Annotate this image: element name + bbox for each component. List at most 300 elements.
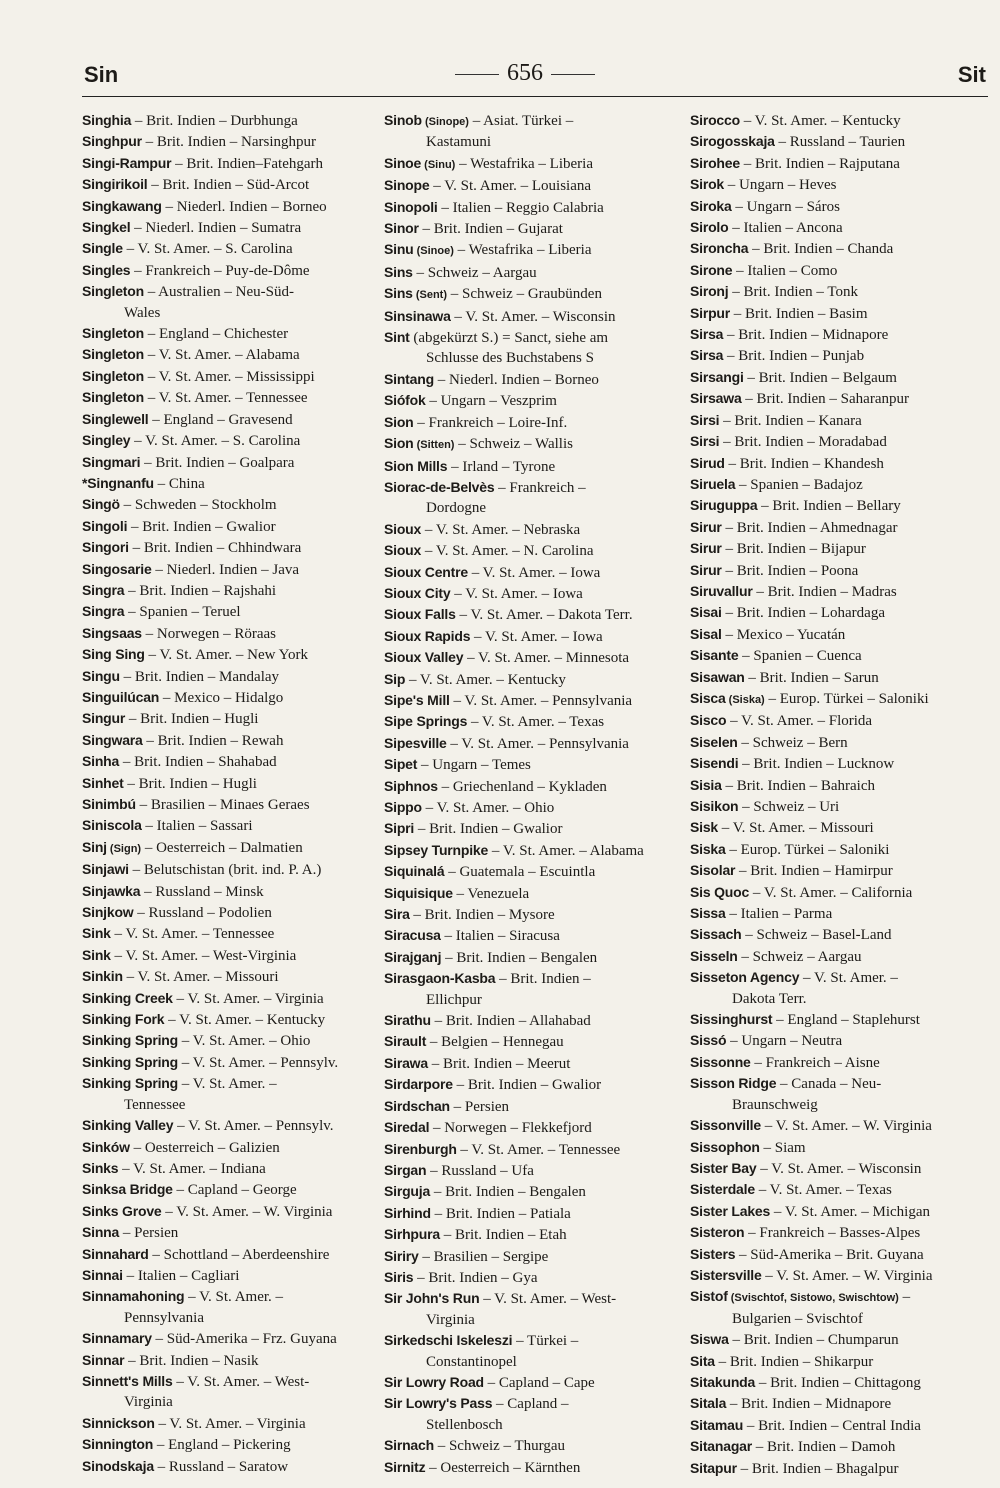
gazetteer-entry: [384, 239, 680, 261]
place-name: Sinkin: [82, 968, 123, 985]
place-location: – Brit. Indien – Chhindwara: [128, 540, 302, 557]
gazetteer-entry: [82, 1073, 372, 1115]
gazetteer-entry: [82, 409, 372, 430]
place-location: – Brit. Indien –: [495, 971, 591, 988]
place-name: Sissinghurst: [690, 1011, 773, 1028]
place-location: – Brit. Indien – Lohardaga: [721, 605, 885, 622]
place-location: – Türkei –: [512, 1333, 579, 1350]
place-location: – Schweiz – Wallis: [454, 436, 573, 453]
place-name: Sir Lowry Road: [384, 1373, 484, 1390]
place-location: – V. St. Amer. – Virginia: [172, 990, 324, 1007]
location-continuation: Constantinopel: [426, 1353, 517, 1370]
place-name: Sipesville: [384, 734, 447, 751]
place-name: Siruguppa: [690, 497, 758, 514]
gazetteer-entry: [384, 1435, 680, 1456]
place-location: – Ungarn – Veszprim: [425, 393, 557, 410]
place-location: – Niederl. Indien – Borneo: [433, 371, 599, 388]
gazetteer-entry: [82, 281, 372, 323]
place-location: – V. St. Amer. – Ohio: [177, 1033, 311, 1050]
place-location: – Schweden – Stockholm: [119, 497, 277, 514]
place-location: – Oesterreich – Galizien: [129, 1139, 280, 1156]
place-location: – Brit. Indien – Belgaum: [743, 369, 897, 386]
gazetteer-entry: [82, 473, 372, 494]
place-location: – Mexico – Yucatán: [721, 626, 846, 643]
place-name: Siorac-de-Belvès: [384, 478, 495, 495]
running-head-left: Sin: [84, 62, 119, 87]
gazetteer-entry: [82, 430, 372, 451]
alternate-name: (Svischtof, Sistowo, Swischtow): [727, 1292, 899, 1305]
place-location: – Capland – George: [172, 1182, 297, 1199]
place-name: Sisseln: [690, 947, 738, 964]
place-location: – Brit. Indien – Patiala: [430, 1205, 571, 1222]
place-location: – Brit. Indien – Rewah: [142, 732, 284, 749]
gazetteer-entry: [690, 367, 990, 388]
gazetteer-entry: [690, 753, 990, 774]
place-name: Sitakunda: [690, 1373, 756, 1390]
place-location: – England – Gravesend: [148, 411, 293, 428]
gazetteer-entry: [82, 1350, 372, 1371]
gazetteer-entry: [384, 1074, 680, 1095]
place-location: – Brit. Indien – Chittagong: [755, 1374, 921, 1391]
gazetteer-entry: [82, 1413, 372, 1434]
gazetteer-entry: [384, 904, 680, 925]
place-name: Sipe's Mill: [384, 691, 450, 708]
gazetteer-entry: [384, 690, 680, 711]
place-name: Sirsi: [690, 433, 720, 450]
place-name: Sinksa Bridge: [82, 1181, 173, 1198]
gazetteer-entry: [690, 860, 990, 881]
place-location: – Persien: [449, 1098, 510, 1115]
gazetteer-entry: [384, 626, 680, 647]
place-name: Siniscola: [82, 817, 142, 834]
gazetteer-entry: [690, 1030, 990, 1051]
place-name: Sisseton Agency: [690, 969, 800, 986]
place-name: Sinor: [384, 220, 419, 237]
place-name: Sissó: [690, 1032, 727, 1049]
gazetteer-entry: [690, 1201, 990, 1222]
gazetteer-entry: [690, 281, 990, 302]
place-name: Sirhpura: [384, 1226, 440, 1243]
place-location: – Canada – Neu-: [776, 1076, 882, 1093]
gazetteer-entry: [82, 1052, 372, 1073]
place-location: – V. St. Amer. – Tennessee: [110, 926, 275, 943]
place-location: – England – Staplehurst: [772, 1012, 920, 1029]
place-location: – Brit. Indien – Damoh: [752, 1439, 896, 1456]
place-name: Sirawa: [384, 1054, 428, 1071]
place-location: – V. St. Amer. – Missouri: [718, 820, 874, 837]
place-name: Sint: [384, 329, 410, 346]
gazetteer-entry: [384, 1031, 680, 1052]
place-name: Sion: [384, 413, 414, 430]
place-location: – V. St. Amer. – Pennsylvania: [449, 692, 633, 709]
place-location: – Brit. Indien – Bahraich: [721, 777, 875, 794]
place-name: Siquinalá: [384, 863, 445, 880]
gazetteer-entry: [690, 624, 990, 645]
place-name: Singlewell: [82, 410, 149, 427]
gazetteer-entry: [82, 131, 372, 152]
place-name: Singwara: [82, 731, 143, 748]
gazetteer-entry: [690, 1137, 990, 1158]
gazetteer-entry: [690, 775, 990, 796]
place-location: – Spanien – Badajoz: [735, 476, 863, 493]
gazetteer-entry: [82, 623, 372, 644]
gazetteer-entry: [384, 1181, 680, 1202]
place-name: Sironj: [690, 283, 729, 300]
location-continuation: Tennessee: [124, 1096, 186, 1113]
gazetteer-entry: [384, 1117, 680, 1138]
place-name: Sinoe: [384, 154, 422, 171]
place-location: – Brit. Indien – Hamirpur: [735, 863, 893, 880]
gazetteer-entry: [384, 327, 680, 369]
gazetteer-entry: [690, 1115, 990, 1136]
place-location: – Capland –: [492, 1396, 569, 1413]
place-name: Sistersville: [690, 1266, 762, 1283]
place-name: Sironcha: [690, 240, 749, 257]
place-name: Sisawan: [690, 668, 745, 685]
place-name: Singles: [82, 261, 131, 278]
place-name: Sisikon: [690, 798, 739, 814]
gazetteer-entry: [690, 903, 990, 924]
place-name: Sirur: [690, 561, 722, 578]
gazetteer-entry: [82, 902, 372, 923]
place-location: – V. St. Amer. – Indiana: [118, 1160, 266, 1177]
place-location: – V. St. Amer. – Wisconsin: [756, 1160, 922, 1177]
place-name: Sirhind: [384, 1204, 431, 1221]
place-name: Singkawang: [82, 197, 162, 214]
gazetteer-entry: [690, 1351, 990, 1372]
place-name: Sion Mills: [384, 457, 448, 474]
gazetteer-entry: [690, 410, 990, 431]
gazetteer-entry: [82, 730, 372, 751]
place-location: – V. St. Amer. – Texas: [754, 1182, 892, 1199]
place-name: Sisteron: [690, 1224, 745, 1241]
place-location: – V. St. Amer. – Alabama: [488, 842, 644, 859]
gazetteer-entry: [690, 324, 990, 345]
place-name: Sisante: [690, 647, 739, 664]
place-location: – V. St. Amer. – Nebraska: [421, 521, 581, 538]
place-location: – Belgien – Hennegau: [426, 1034, 564, 1051]
place-location: – Süd-Amerika – Frz. Guyana: [151, 1331, 337, 1348]
place-location: – Niederl. Indien – Java: [151, 561, 300, 578]
gazetteer-entry: [82, 751, 372, 772]
place-location: – England – Pickering: [153, 1437, 291, 1454]
place-location: – Brit. Indien – Rajshahi: [124, 582, 277, 599]
gazetteer-entry: [690, 153, 990, 174]
place-name: Singhia: [82, 112, 132, 128]
gazetteer-entry: [384, 519, 680, 540]
location-continuation: Virginia: [124, 1394, 173, 1411]
place-location: – Schottland – Aberdeenshire: [148, 1246, 330, 1263]
place-location: – V. St. Amer. – Wisconsin: [450, 308, 616, 325]
place-location: – Brit. Indien – Nasik: [124, 1352, 259, 1369]
place-name: Sioux Valley: [384, 649, 464, 666]
gazetteer-entry: [384, 883, 680, 904]
gazetteer-entry: [690, 110, 990, 131]
place-location: – V. St. Amer. – Florida: [726, 713, 873, 730]
place-name: Singoli: [82, 517, 128, 534]
place-name: Singosarie: [82, 560, 152, 577]
place-name: Sir John's Run: [384, 1290, 480, 1307]
place-location: – Schweiz – Aargau: [412, 264, 537, 281]
place-location: – Brit. Indien – Narsinghpur: [141, 134, 316, 151]
place-name: Singur: [82, 710, 126, 727]
place-name: Sirud: [690, 454, 725, 471]
gazetteer-entry: [82, 494, 372, 515]
gazetteer-entry: [82, 153, 372, 174]
gazetteer-entry: [82, 238, 372, 259]
gazetteer-entry: [82, 1179, 372, 1200]
location-continuation: Bulgarien – Svischtof: [732, 1310, 863, 1327]
place-location: – Norwegen – Flekkefjord: [429, 1120, 592, 1137]
place-name: Sins: [384, 285, 413, 302]
gazetteer-entry: [690, 1286, 990, 1329]
place-location: – Schweiz – Thurgau: [433, 1438, 566, 1455]
place-name: Sinjawi: [82, 861, 129, 878]
place-name: Sippo: [384, 799, 422, 815]
page-number: 656: [507, 60, 543, 86]
gazetteer-entry: [384, 1160, 680, 1181]
place-location: – Brit. Indien – Gya: [413, 1269, 538, 1286]
place-location: – Russland – Saratow: [153, 1458, 289, 1475]
place-name: Sinks: [82, 1159, 119, 1176]
gazetteer-entry: [384, 1288, 680, 1330]
gazetteer-entry: [384, 175, 680, 196]
place-location: – Ungarn – Neutra: [726, 1033, 843, 1050]
gazetteer-entry: [82, 794, 372, 815]
alternate-name: (Sinoe): [413, 245, 454, 258]
gazetteer-column-3: [690, 110, 990, 1479]
gazetteer-entry: [690, 217, 990, 238]
place-name: Sirsawa: [690, 390, 742, 407]
gazetteer-entry: [82, 687, 372, 708]
gazetteer-entry: [690, 260, 990, 281]
gazetteer-entry: [82, 516, 372, 537]
location-continuation: Dakota Terr.: [732, 990, 807, 1007]
place-location: – V. St. Amer. – Tennessee: [456, 1141, 621, 1158]
place-name: Sirohee: [690, 154, 740, 171]
place-name: Sister Lakes: [690, 1202, 771, 1219]
place-location: – Brit. Indien – Chanda: [748, 241, 894, 258]
place-location: – V. St. Amer. –: [799, 970, 898, 987]
place-name: Sir Lowry's Pass: [384, 1395, 493, 1412]
place-location: – V. St. Amer. – Mississippi: [143, 368, 315, 385]
place-location: – Schweiz – Graubünden: [447, 286, 602, 303]
place-location: – V. St. Amer. – West-: [479, 1291, 617, 1308]
place-location: – Brit. Indien – Bellary: [757, 498, 901, 515]
place-name: Sirgan: [384, 1161, 427, 1178]
place-location: – Brit. Indien – Basim: [730, 305, 868, 322]
gazetteer-entry: [690, 303, 990, 324]
alternate-name: (Sinope): [421, 116, 469, 128]
place-name: Sinnickson: [82, 1414, 155, 1431]
place-location: – Brit. Indien – Midnapore: [723, 327, 889, 344]
gazetteer-entry: [384, 1203, 680, 1224]
place-location: – Brit. Indien – Gwalior: [414, 821, 563, 838]
place-name: Sins: [384, 263, 413, 280]
gazetteer-entry: [690, 924, 990, 945]
place-location: – England – Chichester: [143, 326, 289, 343]
gazetteer-column-1: [82, 110, 372, 1477]
place-name: Sinking Fork: [82, 1011, 165, 1028]
place-location: – Brit. Indien–Fatehgarh: [171, 155, 324, 172]
place-location: – Italien – Ancona: [728, 220, 843, 237]
place-location: – Brit. Indien – Gujarat: [418, 221, 563, 238]
place-location: – Oesterreich – Dalmatien: [141, 839, 303, 856]
gazetteer-entry: [690, 602, 990, 623]
place-name: Sisendi: [690, 755, 739, 772]
gazetteer-entry: [82, 1244, 372, 1265]
place-name: Sipsey Turnpike: [384, 841, 489, 858]
gazetteer-entry: [384, 1393, 680, 1435]
place-name: Sisolar: [690, 862, 736, 879]
gazetteer-entry: [82, 1115, 372, 1136]
place-name: Sinking Creek: [82, 989, 173, 1006]
place-location: – Schweiz – Uri: [738, 799, 840, 815]
place-location: – Griechenland – Kykladen: [437, 778, 607, 795]
place-location: – Asiat. Türkei –: [468, 113, 574, 129]
place-name: Sinnington: [82, 1436, 154, 1453]
place-name: Siphnos: [384, 777, 438, 794]
place-name: *Singnanfu: [82, 474, 154, 491]
gazetteer-entry: [82, 217, 372, 238]
place-name: Sinhet: [82, 774, 124, 791]
gazetteer-entry: [690, 732, 990, 753]
place-location: – China: [153, 475, 205, 492]
gazetteer-entry: [82, 1201, 372, 1222]
place-location: – Russland – Podolien: [133, 905, 272, 922]
gazetteer-entry: [690, 667, 990, 688]
place-location: – Niederl. Indien – Borneo: [161, 198, 327, 215]
place-location: – Süd-Amerika – Brit. Guyana: [735, 1246, 924, 1263]
place-name: Sistof: [690, 1288, 728, 1305]
place-name: Sirault: [384, 1033, 427, 1050]
page-number-block: [440, 60, 610, 87]
place-name: Sissa: [690, 905, 726, 922]
gazetteer-entry: [690, 1329, 990, 1350]
place-name: Single: [82, 240, 123, 257]
place-location: – Europ. Türkei – Saloniki: [725, 841, 890, 858]
gazetteer-entry: [690, 645, 990, 666]
place-location: – Niederl. Indien – Sumatra: [130, 220, 302, 237]
gazetteer-entry: [82, 1030, 372, 1051]
place-location: – Schweiz – Bern: [737, 734, 848, 751]
place-location: – V. St. Amer. – S. Carolina: [130, 433, 301, 450]
place-location: – Brit. Indien – Hugli: [125, 711, 259, 728]
gazetteer-entry: [384, 369, 680, 390]
place-location: – Frankreich – Basses-Alpes: [744, 1225, 921, 1242]
gazetteer-entry: [82, 881, 372, 902]
gazetteer-entry: [82, 196, 372, 217]
place-location: – Brit. Indien – Madras: [752, 583, 897, 600]
gazetteer-entry: [690, 131, 990, 152]
gazetteer-entry: [82, 923, 372, 944]
gazetteer-entry: [690, 538, 990, 559]
place-name: Singirikoil: [82, 176, 148, 193]
gazetteer-entry: [690, 946, 990, 967]
place-name: Sira: [384, 906, 410, 923]
place-name: Singleton: [82, 346, 144, 363]
gazetteer-entry: [384, 583, 680, 604]
place-name: Sinków: [82, 1138, 130, 1155]
place-location: – V. St. Amer. – Tennessee: [143, 390, 308, 407]
gazetteer-entry: [690, 1073, 990, 1115]
gazetteer-entry: [384, 283, 680, 305]
location-continuation: Dordogne: [426, 500, 486, 517]
place-location: – V. St. Amer. – Michigan: [770, 1203, 930, 1220]
gazetteer-entry: [82, 837, 372, 859]
place-location: – Brit. Indien – Hugli: [123, 775, 257, 792]
place-location: – Siam: [759, 1139, 806, 1156]
place-name: Sirsa: [690, 326, 724, 343]
place-location: – V. St. Amer. – N. Carolina: [421, 543, 594, 560]
gazetteer-entry: [82, 110, 372, 131]
place-name: Sip: [384, 670, 406, 687]
gazetteer-entry: [384, 540, 680, 561]
gazetteer-entry: [690, 517, 990, 538]
place-name: Sinnar: [82, 1351, 125, 1368]
place-location: – Persien: [119, 1225, 179, 1242]
gazetteer-entry: [384, 925, 680, 946]
place-name: Sitamau: [690, 1416, 744, 1433]
place-location: – Russland – Taurien: [774, 134, 906, 151]
place-name: Sinnett's Mills: [82, 1372, 173, 1389]
place-location: – Italien – Siracusa: [440, 928, 560, 945]
place-name: Sioux Centre: [384, 563, 468, 580]
place-name: Siselen: [690, 733, 738, 750]
place-name: Siswa: [690, 1331, 729, 1348]
gazetteer-entry: [82, 260, 372, 281]
place-location: – Frankreich –: [494, 479, 586, 496]
alternate-name: (Sent): [412, 289, 447, 302]
gazetteer-entry: [384, 412, 680, 433]
gazetteer-entry: [384, 1372, 680, 1393]
gazetteer-entry: [690, 1222, 990, 1243]
place-location: – Brit. Indien – Mandalay: [119, 668, 280, 685]
place-name: Sis Quoc: [690, 883, 750, 900]
gazetteer-column-2: [384, 110, 680, 1478]
place-name: Sister Bay: [690, 1159, 757, 1176]
gazetteer-entry: [384, 711, 680, 732]
place-location: – Brit. Indien – Central India: [743, 1417, 921, 1434]
gazetteer-entry: [384, 797, 680, 818]
place-name: Sirdschan: [384, 1097, 450, 1114]
place-name: Sisson Ridge: [690, 1075, 777, 1092]
place-location: – Brit. Indien – Bijapur: [721, 541, 866, 558]
place-location: – Brit. Indien – Durbhunga: [131, 113, 298, 129]
location-continuation: Pennsylvania: [124, 1309, 204, 1326]
place-name: Singra: [82, 603, 125, 620]
place-name: Sioux Rapids: [384, 627, 471, 644]
gazetteer-entry: [690, 495, 990, 516]
gazetteer-entry: [384, 776, 680, 797]
gazetteer-entry: [384, 1053, 680, 1074]
place-location: – Ungarn – Heves: [724, 177, 837, 194]
place-location: – Brit. Indien – Punjab: [723, 348, 865, 365]
gazetteer-entry: [82, 1456, 372, 1477]
gazetteer-entry: [690, 581, 990, 602]
place-location: – Brit. Indien – Rajputana: [739, 155, 900, 172]
gazetteer-entry: [82, 773, 372, 794]
place-location: – Belutschistan (brit. ind. P. A.): [128, 862, 322, 879]
place-location: – Schweiz – Basel-Land: [741, 927, 892, 944]
place-name: Sirocco: [690, 112, 740, 128]
place-location: – V. St. Amer. – Texas: [467, 714, 605, 731]
gazetteer-entry: [82, 966, 372, 987]
place-location: – V. St. Amer. – Kentucky: [405, 671, 566, 688]
location-continuation: Stellenbosch: [426, 1416, 503, 1433]
place-location: – Italien – Sassari: [141, 818, 253, 835]
gazetteer-entry: [82, 174, 372, 195]
